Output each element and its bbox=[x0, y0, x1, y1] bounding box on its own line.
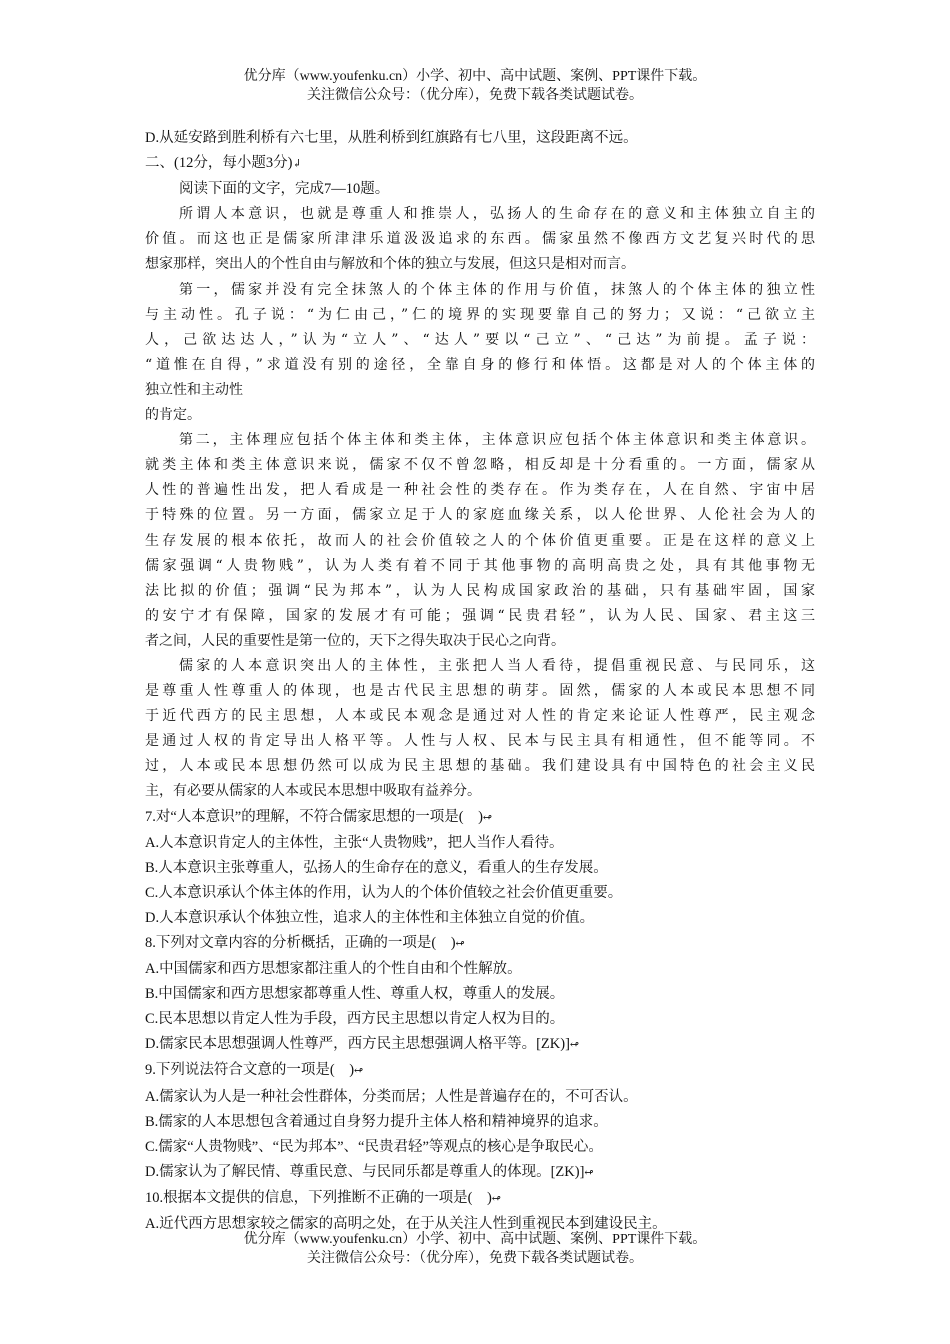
question-10-stem: 10.根据本文提供的信息，下列推断不正确的一项是( ) bbox=[145, 1189, 492, 1206]
question-8-option-d-text: D.儒家民本思想强调人性尊严，西方民主思想强调人格平等。[ZK)] bbox=[145, 1036, 570, 1053]
reading-instruction: 阅读下面的文字，完成7—10题。 bbox=[179, 181, 390, 198]
passage-line: 与主动性。孔子说：“为仁由己，”仁的境界的实现要靠自己的努力；又说：“己欲立主 bbox=[145, 306, 815, 323]
passage-line: 儒家强调“人贵物贱”，认为人类有着不同于其他事物的高明高贵之处，具有其他事物无 bbox=[145, 557, 815, 574]
passage-line: 过，人本或民本思想仍然可以成为民主思想的基础。我们建设具有中国特色的社会主义民 bbox=[145, 758, 815, 775]
question-9-stem: 9.下列说法符合文意的一项是( ) bbox=[145, 1062, 355, 1079]
passage-line: “道惟在自得，”求道没有别的途径，全靠自身的修行和体悟。这都是对人的个体主体的 bbox=[145, 356, 815, 373]
header-line-1: 优分库（www.youfenku.cn）小学、初中、高中试题、案例、PPT课件下载。 bbox=[243, 69, 707, 84]
return-mark-icon: ↲ bbox=[292, 158, 302, 171]
passage-paragraph-4 bbox=[145, 654, 815, 805]
passage-line: 人性的普遍性出发，把人看成是一种社会性的类存在。作为类存在，人在自然、宇宙中居 bbox=[145, 482, 815, 499]
footer-line-2: 关注微信公众号：（优分库），免费下载各类试题试卷。 bbox=[307, 1251, 643, 1266]
return-mark-icon: ↫ bbox=[569, 1039, 580, 1052]
passage-line: 是尊重人性尊重人的体现，也是古代民主思想的萌芽。固然，儒家的人本或民本思想不同 bbox=[145, 683, 815, 700]
passage-line: 所谓人本意识，也就是尊重人和推崇人，弘扬人的生命存在的意义和主体独立自主的 bbox=[179, 206, 815, 223]
return-mark-icon: ↫ bbox=[482, 811, 493, 824]
passage-paragraph-2 bbox=[145, 278, 815, 429]
passage-line: 法比拟的价值；强调“民为邦本”，认为人民构成国家政治的基础，只有基础牢固，国家 bbox=[145, 582, 815, 599]
page-header bbox=[0, 67, 950, 105]
question-9-option-b: B.儒家的人本思想包含着通过自身努力提升主体人格和精神境界的追求。 bbox=[145, 1113, 608, 1130]
question-7-stem: 7.对“人本意识”的理解，不符合儒家思想的一项是( ) bbox=[145, 808, 483, 825]
question-9 bbox=[145, 1058, 815, 1185]
passage-line: 独立性和主动性 bbox=[145, 381, 243, 398]
passage-line: 人，己欲达达人，”认为“立人”、“达人”要以“己立”、“己达”为前提。孟子说： bbox=[145, 331, 815, 348]
question-8-option-b: B.中国儒家和西方思想家都尊重人性、尊重人权，尊重人的发展。 bbox=[145, 986, 565, 1003]
passage-line: 于近代西方的民主思想，人本或民本观念是通过对人性的肯定来论证人性尊严，民主观念 bbox=[145, 708, 815, 725]
question-10-option-a: A.近代西方思想家较之儒家的高明之处，在于从关注人性到重视民本到建设民主。 bbox=[145, 1216, 667, 1233]
question-8-option-a: A.中国儒家和西方思想家都注重人的个性自由和个性解放。 bbox=[145, 961, 522, 978]
question-9-option-d bbox=[145, 1160, 815, 1186]
question-9-option-a: A.儒家认为人是一种社会性群体，分类而居；人性是普遍存在的，不可否认。 bbox=[145, 1088, 638, 1105]
passage-line: 者之间，人民的重要性是第一位的，天下之得失取决于民心之向背。 bbox=[145, 632, 565, 649]
question-7-option-b: B.人本意识主张尊重人，弘扬人的生命存在的意义，看重人的生存发展。 bbox=[145, 859, 608, 876]
passage-line: 的安宁才有保障，国家的发展才有可能；强调“民贵君轻”，认为人民、国家、君主这三 bbox=[145, 607, 815, 624]
passage-line: 价值。而这也正是儒家所津津乐道汲汲追求的东西。儒家虽然不像西方文艺复兴时代的思 bbox=[145, 231, 815, 248]
question-stem bbox=[145, 931, 815, 957]
question-9-option-d-text: D.儒家认为了解民情、尊重民意、与民同乐都是尊重人的体现。[ZK)] bbox=[145, 1163, 585, 1180]
footer-line-1: 优分库（www.youfenku.cn）小学、初中、高中试题、案例、PPT课件下载。 bbox=[243, 1232, 707, 1247]
passage-line: 儒家的人本意识突出人的主体性，主张把人当人看待，提倡重视民意、与民同乐，这 bbox=[179, 657, 815, 674]
passage-line: 是通过人权的肯定导出人格平等。人性与人权、民本与民主具有相通性，但不能等同。不 bbox=[145, 733, 815, 750]
return-mark-icon: ↫ bbox=[354, 1065, 364, 1078]
question-7 bbox=[145, 805, 815, 931]
passage-line: 第一，儒家并没有完全抹煞人的个体主体的作用与价值，抹煞人的个体主体的独立性 bbox=[179, 281, 815, 298]
document-body bbox=[145, 126, 815, 1237]
question-8-option-d bbox=[145, 1032, 815, 1058]
question-7-option-c: C.人本意识承认个体主体的作用，认为人的个体价值较之社会价值更重要。 bbox=[145, 884, 623, 901]
question-stem bbox=[145, 805, 815, 831]
question-stem bbox=[145, 1186, 815, 1212]
passage-line: 主，有必要从儒家的人本或民本思想中吸取有益养分。 bbox=[145, 783, 481, 800]
section-heading bbox=[145, 151, 815, 177]
question-8 bbox=[145, 931, 815, 1058]
passage-line: 第二，主体理应包括个体主体和类主体，主体意识应包括个体主体意识和类主体意识。 bbox=[179, 432, 815, 449]
question-8-option-c: C.民本思想以肯定人性为手段，西方民主思想以肯定人权为目的。 bbox=[145, 1011, 565, 1028]
passage-line: 的肯定。 bbox=[145, 407, 201, 424]
question-7-option-d: D.人本意识承认个体独立性，追求人的主体性和主体独立自觉的价值。 bbox=[145, 909, 595, 926]
question-9-option-c: C.儒家“人贵物贱”、“民为邦本”、“民贵君轻”等观点的核心是争取民心。 bbox=[145, 1138, 603, 1155]
header-line-2: 关注微信公众号：（优分库），免费下载各类试题试卷。 bbox=[307, 88, 643, 103]
passage-paragraph-1 bbox=[145, 202, 815, 277]
question-7-option-a: A.人本意识肯定人的主体性，主张“人贵物贱”，把人当作人看待。 bbox=[145, 834, 564, 851]
passage-paragraph-3 bbox=[145, 428, 815, 654]
passage-line: 于特殊的位置。另一方面，儒家立足于人的家庭血缘关系，以人伦世界、人伦社会为人的 bbox=[145, 507, 815, 524]
previous-option-d: D.从延安路到胜利桥有六七里，从胜利桥到红旗路有七八里，这段距离不远。 bbox=[145, 130, 638, 146]
question-stem bbox=[145, 1058, 815, 1084]
passage-line: 想家那样，突出人的个性自由与解放和个体的独立与发展，但这只是相对而言。 bbox=[145, 256, 635, 273]
passage-line: 就类主体和类主体意识来说，儒家不仅不曾忽略，相反却是十分看重的。一方面，儒家从 bbox=[145, 457, 815, 474]
section-label: 二、(12分，每小题3分) bbox=[145, 155, 293, 172]
question-8-stem: 8.下列对文章内容的分析概括，正确的一项是( ) bbox=[145, 935, 456, 951]
page-footer bbox=[0, 1230, 950, 1268]
passage-line: 生存发展的根本依托，故而人的社会价值较之人的个体价值更重要。正是在这样的意义上 bbox=[145, 532, 815, 549]
return-mark-icon: ↫ bbox=[455, 938, 465, 950]
return-mark-icon: ↫ bbox=[584, 1166, 594, 1179]
return-mark-icon: ↫ bbox=[491, 1192, 501, 1205]
